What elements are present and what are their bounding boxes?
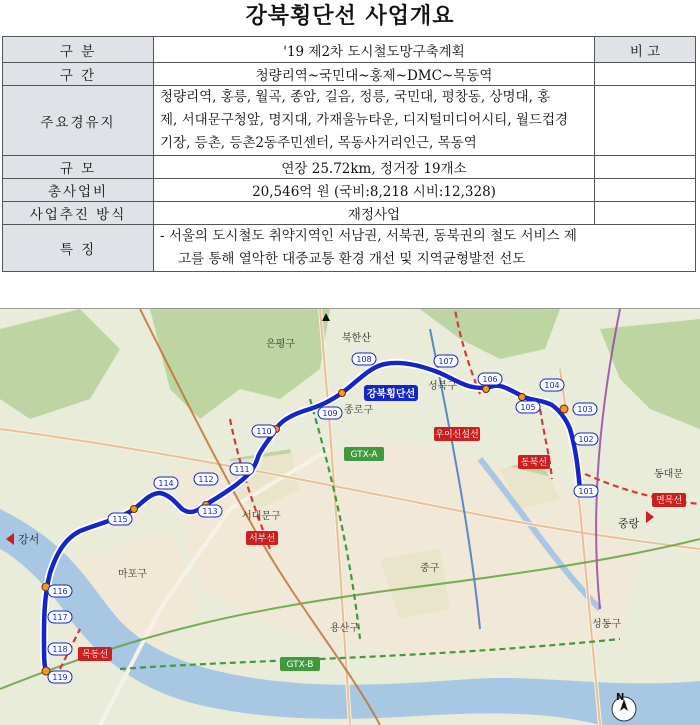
tag-seobu <box>246 531 278 545</box>
svg-text:116: 116 <box>52 587 68 596</box>
svg-text:103: 103 <box>577 405 593 414</box>
tag-gtx-a <box>344 447 384 461</box>
svg-text:104: 104 <box>544 381 560 390</box>
svg-text:113: 113 <box>202 507 218 516</box>
station-105 <box>516 401 540 413</box>
station-115 <box>108 513 132 525</box>
line-name-badge <box>364 385 418 401</box>
district-jongno: 종로구 <box>344 405 373 416</box>
row-scale-value: 연장 25.72km, 정거장 19개소 <box>154 156 595 179</box>
tag-mokdong <box>78 647 112 661</box>
route-map <box>0 308 700 725</box>
tag-gtx-b <box>280 657 320 671</box>
district-seodaemun: 서대문구 <box>242 511 281 522</box>
svg-text:GTX-A: GTX-A <box>350 450 378 460</box>
header-plan: '19 제2차 도시철도망구축계획 <box>154 37 595 63</box>
svg-text:118: 118 <box>52 645 68 654</box>
station-117 <box>48 611 72 623</box>
row-section-label: 구 간 <box>3 63 154 86</box>
station-118 <box>48 643 72 655</box>
tag-myeonmok <box>652 493 686 507</box>
svg-text:우이신설선: 우이신설선 <box>435 430 479 440</box>
svg-text:108: 108 <box>356 355 372 364</box>
svg-text:106: 106 <box>482 375 498 384</box>
row-feature-value <box>154 225 696 272</box>
row-stops-note <box>595 86 696 156</box>
row-method-value: 재정사업 <box>154 202 595 225</box>
station-102 <box>574 433 598 445</box>
district-eunpyeong: 은평구 <box>266 339 295 350</box>
row-method-label: 사업추진 방식 <box>3 202 154 225</box>
station-114 <box>154 477 178 489</box>
header-category: 구 분 <box>3 37 154 63</box>
station-107 <box>434 355 458 367</box>
station-103 <box>573 403 597 415</box>
svg-text:105: 105 <box>520 403 536 412</box>
row-cost-label: 총사업비 <box>3 179 154 202</box>
svg-text:동북선: 동북선 <box>520 458 548 468</box>
svg-text:102: 102 <box>578 435 594 444</box>
svg-text:중랑: 중랑 <box>618 517 640 530</box>
svg-text:면목선: 면목선 <box>655 496 683 506</box>
svg-text:강서: 강서 <box>18 533 40 546</box>
station-113 <box>198 505 222 517</box>
route-map-svg <box>0 309 700 725</box>
row-section-value: 청량리역~국민대~홍제~DMC~목동역 <box>154 63 595 86</box>
row-stops-value <box>154 86 595 156</box>
svg-text:112: 112 <box>198 475 214 484</box>
tag-dongbuk <box>518 455 550 469</box>
svg-text:119: 119 <box>52 673 68 682</box>
district-dongdaemun: 동대문 <box>654 469 683 480</box>
row-section-note <box>595 63 696 86</box>
tag-ui-sinseol <box>434 427 480 441</box>
svg-text:107: 107 <box>438 357 454 366</box>
row-method-note <box>595 202 696 225</box>
station-104 <box>540 379 564 391</box>
row-stops-line-3: 기장, 등촌, 등촌2동주민센터, 목동사거리인근, 목동역 <box>160 135 477 151</box>
station-101 <box>574 485 598 497</box>
row-cost-note <box>595 179 696 202</box>
row-feature-label: 특 징 <box>3 225 154 272</box>
station-112 <box>194 473 218 485</box>
project-overview-table <box>2 36 696 272</box>
district-seongbuk: 성북구 <box>428 381 457 392</box>
page-title: 강북횡단선 사업개요 <box>245 4 455 29</box>
row-stops-line-1: 청량리역, 홍릉, 월곡, 종암, 길음, 정릉, 국민대, 평창동, 상명대, 홍 <box>160 89 551 105</box>
row-scale-note <box>595 156 696 179</box>
row-scale-label: 규 모 <box>3 156 154 179</box>
station-106 <box>478 373 502 385</box>
svg-text:N: N <box>616 692 625 703</box>
svg-text:강북횡단선: 강북횡단선 <box>366 389 416 400</box>
svg-text:111: 111 <box>234 465 250 474</box>
row-cost-value: 20,546억 원 (국비:8,218 시비:12,328) <box>154 179 595 202</box>
district-mapo: 마포구 <box>118 569 147 580</box>
svg-text:110: 110 <box>256 427 272 436</box>
row-stops-line-2: 제, 서대문구청앞, 명지대, 가재울뉴타운, 디지털미디어시티, 월드컵경 <box>160 112 569 128</box>
district-yongsan: 용산구 <box>330 623 359 634</box>
svg-text:109: 109 <box>322 409 338 418</box>
svg-text:115: 115 <box>112 515 128 524</box>
header-remarks: 비 고 <box>595 37 696 63</box>
row-feature-line-2: 고를 통해 열악한 대중교통 환경 개선 및 지역균형발전 선도 <box>178 251 526 267</box>
district-seongdong: 성동구 <box>592 619 621 630</box>
svg-text:서부선: 서부선 <box>248 534 276 544</box>
row-feature-line-1: - 서울의 도시철도 취약지역인 서남권, 서북권, 동북권의 철도 서비스 제 <box>160 228 577 244</box>
svg-text:북한산: 북한산 <box>342 333 371 344</box>
station-116 <box>48 585 72 597</box>
district-jung: 중구 <box>420 563 440 574</box>
station-109 <box>318 407 342 419</box>
station-119 <box>48 671 72 683</box>
station-111 <box>230 463 254 475</box>
svg-text:GTX-B: GTX-B <box>286 660 314 670</box>
station-110 <box>252 425 276 437</box>
row-stops-label: 주요경유지 <box>3 86 154 156</box>
svg-text:101: 101 <box>578 487 594 496</box>
station-108 <box>352 353 376 365</box>
svg-text:114: 114 <box>158 479 174 488</box>
svg-text:117: 117 <box>52 613 68 622</box>
svg-text:목동선: 목동선 <box>81 650 109 660</box>
